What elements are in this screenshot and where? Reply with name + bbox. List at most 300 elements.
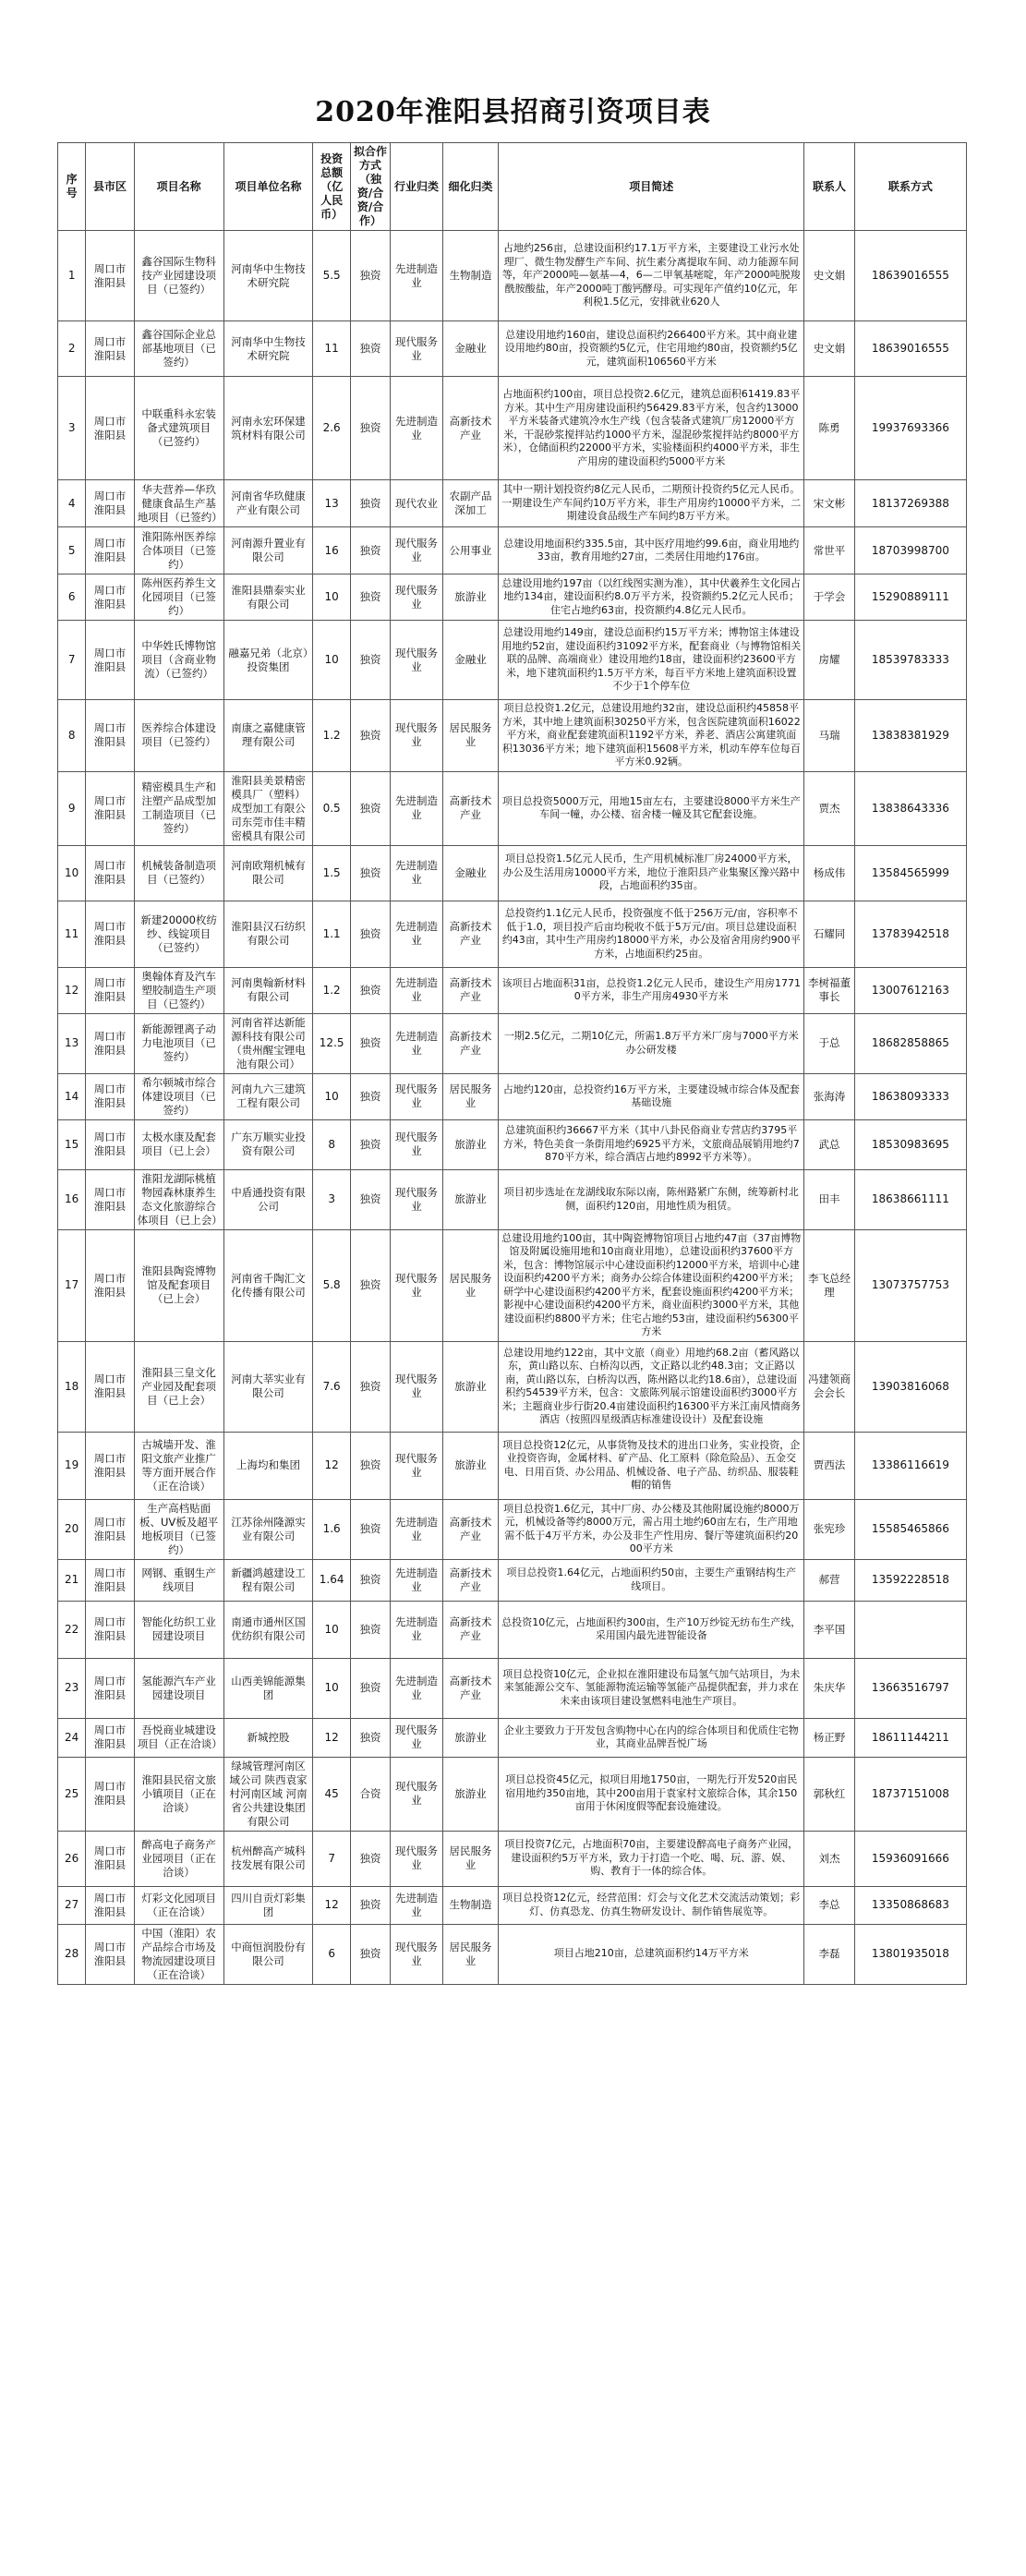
table-row (58, 1341, 967, 1432)
cell-contact: 郭秋红 (804, 1757, 854, 1831)
cell-phone: 19937693366 (854, 377, 966, 480)
cell-company: 南康之嘉健康管理有限公司 (223, 700, 313, 772)
cell-industry: 现代服务业 (391, 1757, 443, 1831)
cell-project-name: 灯彩文化园项目（正在洽谈） (134, 1886, 223, 1924)
cell-investment: 10 (313, 574, 350, 621)
table-row (58, 1718, 967, 1757)
cell-district: 周口市淮阳县 (86, 845, 134, 901)
cell-investment: 12 (313, 1718, 350, 1757)
cell-company: 绿城管理河南区域公司 陕西袁家村河南区域 河南省公共建设集团有限公司 (223, 1757, 313, 1831)
cell-no: 10 (58, 845, 86, 901)
cell-project-name: 医养综合体建设项目（已签约） (134, 700, 223, 772)
header-category: 细化归类 (442, 143, 499, 231)
cell-no: 9 (58, 771, 86, 845)
cell-project-name: 希尔顿城市综合体建设项目（已签约） (134, 1073, 223, 1119)
cell-district: 周口市淮阳县 (86, 967, 134, 1013)
header-company: 项目单位名称 (223, 143, 313, 231)
cell-project-name: 生产高档贴面板、UV板及超平地板项目（已签约） (134, 1499, 223, 1559)
table-row (58, 1831, 967, 1886)
cell-district: 周口市淮阳县 (86, 1073, 134, 1119)
cell-category: 生物制造 (442, 1886, 499, 1924)
cell-investment: 13 (313, 480, 350, 527)
table-row (58, 1601, 967, 1658)
cell-district: 周口市淮阳县 (86, 527, 134, 574)
cell-cooperation-mode: 独资 (350, 1341, 390, 1432)
cell-investment: 10 (313, 1601, 350, 1658)
table-row (58, 1229, 967, 1341)
cell-investment: 2.6 (313, 377, 350, 480)
cell-no: 6 (58, 574, 86, 621)
cell-contact: 冯建领商会会长 (804, 1341, 854, 1432)
cell-industry: 现代服务业 (391, 1831, 443, 1886)
cell-district: 周口市淮阳县 (86, 1658, 134, 1718)
table-row (58, 1757, 967, 1831)
cell-no: 1 (58, 231, 86, 321)
cell-phone: 13838643336 (854, 771, 966, 845)
cell-category: 金融业 (442, 321, 499, 377)
cell-contact: 宋文彬 (804, 480, 854, 527)
cell-description: 占地约256亩，总建设面积约17.1万平方米，主要建设工业污水处理厂、微生物发酵生产车间、抗生素分离提取车间、动力能源车间等，年产2000吨—氨基—4，6—二甲氧基嘧啶，年产2000吨脱羧酰胺酸盐，年产2000吨丁酸钙酵母。可实现年产值约10亿元，年利税1.5亿元，安排就业620人 (499, 231, 804, 321)
cell-district: 周口市淮阳县 (86, 901, 134, 967)
cell-cooperation-mode: 独资 (350, 480, 390, 527)
cell-cooperation-mode: 独资 (350, 771, 390, 845)
cell-description: 总建设用地约197亩（以红线图实测为准），其中伏羲养生文化园占地约134亩，建设面积约8.0万平方米，投资额约5.2亿元人民币；住宅占地约63亩，投资额约4.8亿元人民币。 (499, 574, 804, 621)
cell-no: 18 (58, 1341, 86, 1432)
cell-company: 河南九六三建筑工程有限公司 (223, 1073, 313, 1119)
cell-industry: 先进制造业 (391, 967, 443, 1013)
cell-contact: 郝营 (804, 1559, 854, 1601)
cell-industry: 现代服务业 (391, 527, 443, 574)
cell-phone: 15585465866 (854, 1499, 966, 1559)
cell-no: 13 (58, 1013, 86, 1073)
cell-project-name: 太极水康及配套项目（已上会） (134, 1119, 223, 1169)
table-row (58, 901, 967, 967)
header-description: 项目简述 (499, 143, 804, 231)
cell-industry: 先进制造业 (391, 1601, 443, 1658)
cell-industry: 现代服务业 (391, 1073, 443, 1119)
table-row (58, 1169, 967, 1229)
cell-phone: 13386116619 (854, 1432, 966, 1499)
cell-phone: 13073757753 (854, 1229, 966, 1341)
cell-no: 20 (58, 1499, 86, 1559)
table-row (58, 700, 967, 772)
table-row (58, 231, 967, 321)
cell-category: 旅游业 (442, 1757, 499, 1831)
cell-cooperation-mode: 独资 (350, 1169, 390, 1229)
cell-category: 高新技术产业 (442, 901, 499, 967)
cell-cooperation-mode: 独资 (350, 527, 390, 574)
cell-contact: 贾西法 (804, 1432, 854, 1499)
cell-cooperation-mode: 独资 (350, 1658, 390, 1718)
cell-no: 2 (58, 321, 86, 377)
cell-project-name: 网钢、重钢生产线项目 (134, 1559, 223, 1601)
cell-investment: 1.1 (313, 901, 350, 967)
cell-company: 四川自贡灯彩集团 (223, 1886, 313, 1924)
cell-cooperation-mode: 独资 (350, 967, 390, 1013)
cell-phone (854, 1601, 966, 1658)
table-row (58, 845, 967, 901)
cell-project-name: 陈州医药养生文化园项目（已签约） (134, 574, 223, 621)
cell-category: 高新技术产业 (442, 967, 499, 1013)
cell-investment: 7 (313, 1831, 350, 1886)
cell-industry: 现代服务业 (391, 1229, 443, 1341)
cell-industry: 现代服务业 (391, 1119, 443, 1169)
cell-company: 淮阳县美景精密模具厂（塑料）成型加工有限公司东莞市佳丰精密模具有限公司 (223, 771, 313, 845)
cell-project-name: 机械装备制造项目（已签约） (134, 845, 223, 901)
cell-no: 11 (58, 901, 86, 967)
cell-company: 河南省祥达新能源科技有限公司（贵州醒宝锂电池有限公司） (223, 1013, 313, 1073)
cell-investment: 0.5 (313, 771, 350, 845)
table-row (58, 1924, 967, 1984)
cell-industry: 现代服务业 (391, 621, 443, 700)
cell-description: 总建设用地约160亩，建设总面积约266400平方米。其中商业建设用地约80亩，投资额约5亿元，住宅用地约80亩，投资额约5亿元，建筑面积106560平方米 (499, 321, 804, 377)
cell-district: 周口市淮阳县 (86, 1757, 134, 1831)
cell-project-name: 淮阳龙湖际桃植物园森林康养生态文化旅游综合体项目（已上会） (134, 1169, 223, 1229)
cell-cooperation-mode: 独资 (350, 621, 390, 700)
cell-phone: 18639016555 (854, 231, 966, 321)
cell-company: 河南奥翰新材料有限公司 (223, 967, 313, 1013)
cell-phone: 18682858865 (854, 1013, 966, 1073)
cell-investment: 1.2 (313, 967, 350, 1013)
cell-investment: 12 (313, 1432, 350, 1499)
cell-company: 淮阳县鼎泰实业有限公司 (223, 574, 313, 621)
cell-no: 16 (58, 1169, 86, 1229)
cell-investment: 1.6 (313, 1499, 350, 1559)
table-row (58, 1073, 967, 1119)
cell-phone: 13838381929 (854, 700, 966, 772)
cell-company: 河南华中生物技术研究院 (223, 321, 313, 377)
cell-district: 周口市淮阳县 (86, 1432, 134, 1499)
cell-industry: 先进制造业 (391, 845, 443, 901)
cell-phone: 13350868683 (854, 1886, 966, 1924)
cell-contact: 张宪珍 (804, 1499, 854, 1559)
header-phone: 联系方式 (854, 143, 966, 231)
cell-description: 项目总投资1.5亿元人民币，生产用机械标准厂房24000平方米，办公及生活用房10000平方米，地位于淮阳县产业集聚区豫兴路中段，占地面积约35亩。 (499, 845, 804, 901)
cell-category: 居民服务业 (442, 1924, 499, 1984)
cell-contact: 于总 (804, 1013, 854, 1073)
cell-investment: 10 (313, 621, 350, 700)
cell-contact: 杨正野 (804, 1718, 854, 1757)
cell-description: 总建筑面积约36667平方米（其中八卦民俗商业专营店约3795平方米，特色美食一条街用地约6925平方米，文旅商品展销用地约7870平方米，综合酒店占地约8992平方米等）。 (499, 1119, 804, 1169)
cell-project-name: 精密模具生产和注塑产品成型加工制造项目（已签约） (134, 771, 223, 845)
cell-phone: 13663516797 (854, 1658, 966, 1718)
cell-description: 占地约120亩，总投资约16万平方米，主要建设城市综合体及配套基础设施 (499, 1073, 804, 1119)
cell-phone: 18639016555 (854, 321, 966, 377)
table-row (58, 321, 967, 377)
cell-project-name: 华夫营养—华玖健康食品生产基地项目（已签约） (134, 480, 223, 527)
cell-company: 广东万顺实业投资有限公司 (223, 1119, 313, 1169)
cell-investment: 6 (313, 1924, 350, 1984)
cell-cooperation-mode: 合资 (350, 1757, 390, 1831)
cell-contact: 房耀 (804, 621, 854, 700)
cell-no: 15 (58, 1119, 86, 1169)
cell-phone: 18638093333 (854, 1073, 966, 1119)
cell-category: 高新技术产业 (442, 1601, 499, 1658)
cell-district: 周口市淮阳县 (86, 1718, 134, 1757)
cell-company: 新城控股 (223, 1718, 313, 1757)
cell-description: 项目总投资12亿元，经营范围：灯会与文化艺术交流活动策划；彩灯、仿真恐龙、仿真生物研发设计、制作销售展览等。 (499, 1886, 804, 1924)
cell-phone: 18703998700 (854, 527, 966, 574)
cell-cooperation-mode: 独资 (350, 231, 390, 321)
header-investment: 投资总额（亿人民币） (313, 143, 350, 231)
cell-category: 居民服务业 (442, 1831, 499, 1886)
cell-district: 周口市淮阳县 (86, 1601, 134, 1658)
projects-table (57, 142, 967, 1985)
cell-contact: 刘杰 (804, 1831, 854, 1886)
cell-phone: 15936091666 (854, 1831, 966, 1886)
cell-cooperation-mode: 独资 (350, 1559, 390, 1601)
cell-category: 金融业 (442, 621, 499, 700)
cell-category: 高新技术产业 (442, 1499, 499, 1559)
cell-district: 周口市淮阳县 (86, 480, 134, 527)
cell-cooperation-mode: 独资 (350, 1499, 390, 1559)
cell-no: 19 (58, 1432, 86, 1499)
table-row (58, 1658, 967, 1718)
cell-phone: 18611144211 (854, 1718, 966, 1757)
cell-investment: 3 (313, 1169, 350, 1229)
cell-no: 23 (58, 1658, 86, 1718)
cell-district: 周口市淮阳县 (86, 1924, 134, 1984)
cell-cooperation-mode: 独资 (350, 1601, 390, 1658)
cell-phone: 13903816068 (854, 1341, 966, 1432)
cell-district: 周口市淮阳县 (86, 1341, 134, 1432)
cell-cooperation-mode: 独资 (350, 377, 390, 480)
cell-project-name: 淮阳陈州医养综合体项目（已签约） (134, 527, 223, 574)
cell-contact: 石耀同 (804, 901, 854, 967)
cell-phone: 18530983695 (854, 1119, 966, 1169)
cell-phone: 15290889111 (854, 574, 966, 621)
header-district: 县市区 (86, 143, 134, 231)
cell-contact: 史文娟 (804, 231, 854, 321)
cell-no: 26 (58, 1831, 86, 1886)
cell-contact: 李飞总经理 (804, 1229, 854, 1341)
cell-category: 金融业 (442, 845, 499, 901)
table-row (58, 1013, 967, 1073)
cell-investment: 12.5 (313, 1013, 350, 1073)
cell-description: 总建设用地约149亩，建设总面积约15万平方米；博物馆主体建设用地约52亩，建设面积约31092平方米，配套商业（与博物馆相关联的品牌、高端商业）建设用地约18亩，建设面积约23600平方米，地下建筑面积约1.5万平方米，每百平方米地上建筑面积设置不少于1个停车位 (499, 621, 804, 700)
cell-description: 项目初步选址在龙湖线取东际以南，陈州路紧广东侧，统筹新村北侧，面积约120亩，用地性质为租赁。 (499, 1169, 804, 1229)
cell-district: 周口市淮阳县 (86, 574, 134, 621)
cell-contact: 杨成伟 (804, 845, 854, 901)
cell-contact: 李总 (804, 1886, 854, 1924)
cell-description: 该项目占地面积31亩，总投资1.2亿元人民币，建设生产用房17710平方米，非生产用房4930平方米 (499, 967, 804, 1013)
cell-investment: 1.64 (313, 1559, 350, 1601)
cell-description: 一期2.5亿元，二期10亿元，所需1.8万平方米厂房与7000平方米办公研发楼 (499, 1013, 804, 1073)
cell-investment: 5.5 (313, 231, 350, 321)
cell-company: 中盾通投资有限公司 (223, 1169, 313, 1229)
cell-industry: 先进制造业 (391, 1886, 443, 1924)
cell-description: 总建设用地约100亩，其中陶瓷博物馆项目占地约47亩（37亩博物馆及附属设施用地和10亩商业用地），总建设面积约37600平方米，包含：博物馆展示中心建设面积约12000平方米，培训中心建设面积约4200平方米；商务办公综合体建设面积约4200平方米；研学中心建设面积约4200平方米，配套设施面积约4200平方米；影视中心建设面积约4200平方米，商业面积约3000平方米，其他建设面积约8800平方米；住宅占地约53亩，建设面积约56300平方米 (499, 1229, 804, 1341)
cell-category: 旅游业 (442, 1119, 499, 1169)
cell-district: 周口市淮阳县 (86, 771, 134, 845)
cell-project-name: 中联重科永宏装备式建筑项目（已签约） (134, 377, 223, 480)
table-row (58, 1559, 967, 1601)
cell-industry: 现代服务业 (391, 1718, 443, 1757)
cell-phone: 13592228518 (854, 1559, 966, 1601)
cell-contact: 陈勇 (804, 377, 854, 480)
cell-district: 周口市淮阳县 (86, 700, 134, 772)
cell-company: 河南省千陶汇文化传播有限公司 (223, 1229, 313, 1341)
cell-investment: 12 (313, 1886, 350, 1924)
cell-phone: 18539783333 (854, 621, 966, 700)
cell-cooperation-mode: 独资 (350, 1229, 390, 1341)
cell-industry: 先进制造业 (391, 771, 443, 845)
cell-description: 项目总投资1.2亿元，总建设用地约32亩，建设总面积约45858平方米，其中地上建筑面积30250平方米，包含医院建筑面积16022平方米，商业配套建筑面积1192平方米，养老、酒店公寓建筑面积13036平方米；地下建筑面积15608平方米，机动车停车位每百平方米0.92辆。 (499, 700, 804, 772)
cell-district: 周口市淮阳县 (86, 1229, 134, 1341)
cell-cooperation-mode: 独资 (350, 1886, 390, 1924)
cell-district: 周口市淮阳县 (86, 1499, 134, 1559)
cell-category: 公用事业 (442, 527, 499, 574)
cell-category: 高新技术产业 (442, 771, 499, 845)
cell-company: 河南大莘实业有限公司 (223, 1341, 313, 1432)
cell-no: 24 (58, 1718, 86, 1757)
cell-phone: 18737151008 (854, 1757, 966, 1831)
cell-company: 河南永宏环保建筑材料有限公司 (223, 377, 313, 480)
cell-contact: 贾杰 (804, 771, 854, 845)
cell-no: 4 (58, 480, 86, 527)
cell-project-name: 鑫谷国际生物科技产业园建设项目（已签约） (134, 231, 223, 321)
cell-district: 周口市淮阳县 (86, 621, 134, 700)
cell-category: 生物制造 (442, 231, 499, 321)
cell-district: 周口市淮阳县 (86, 1119, 134, 1169)
cell-investment: 16 (313, 527, 350, 574)
table-header-row (58, 143, 967, 231)
cell-contact: 于学会 (804, 574, 854, 621)
cell-cooperation-mode: 独资 (350, 1432, 390, 1499)
cell-company: 河南欧翔机械有限公司 (223, 845, 313, 901)
cell-investment: 45 (313, 1757, 350, 1831)
table-row (58, 527, 967, 574)
cell-category: 居民服务业 (442, 700, 499, 772)
table-row (58, 621, 967, 700)
cell-contact: 史文娟 (804, 321, 854, 377)
cell-district: 周口市淮阳县 (86, 1169, 134, 1229)
cell-contact: 朱庆华 (804, 1658, 854, 1718)
cell-district: 周口市淮阳县 (86, 231, 134, 321)
page-title: 2020年淮阳县招商引资项目表 (315, 96, 711, 128)
cell-industry: 先进制造业 (391, 1559, 443, 1601)
cell-industry: 现代服务业 (391, 1432, 443, 1499)
cell-project-name: 淮阳县陶瓷博物馆及配套项目（已上会） (134, 1229, 223, 1341)
cell-investment: 1.5 (313, 845, 350, 901)
cell-contact: 李树福董事长 (804, 967, 854, 1013)
cell-industry: 现代服务业 (391, 700, 443, 772)
cell-description: 总建设用地面积约335.5亩，其中医疗用地约99.6亩，商业用地约33亩，教育用地约27亩，二类居住用地约176亩。 (499, 527, 804, 574)
cell-company: 山西美锦能源集团 (223, 1658, 313, 1718)
cell-district: 周口市淮阳县 (86, 1559, 134, 1601)
cell-industry: 现代服务业 (391, 1341, 443, 1432)
table-body (58, 231, 967, 1985)
cell-investment: 5.8 (313, 1229, 350, 1341)
table-row (58, 967, 967, 1013)
cell-description: 项目总投资1.6亿元，其中厂房、办公楼及其他附属设施约8000万元，机械设备等约8000万元，需占用土地约60亩左右，生产用地需不低于4万平方米，办公及非生产性用房、餐厅等建筑面积约2000平方米 (499, 1499, 804, 1559)
cell-contact: 武总 (804, 1119, 854, 1169)
table-row (58, 1886, 967, 1924)
cell-description: 总建设用地约122亩，其中文旅（商业）用地约68.2亩（蓄风路以东，黄山路以东、白桥沟以西，文正路以北约48.3亩；文正路以南，黄山路以东，白桥沟以西，陈州路以北约18.6亩），总建设面积约54539平方米，包含：文旅陈列展示馆建设面积约3000平方米；主题商业步行街20.4亩建设面积约16300平方米江南风情商务酒店（按照四星级酒店标准建设设计）及配套设施 (499, 1341, 804, 1432)
cell-contact: 李平国 (804, 1601, 854, 1658)
cell-industry: 先进制造业 (391, 231, 443, 321)
cell-industry: 现代农业 (391, 480, 443, 527)
cell-no: 22 (58, 1601, 86, 1658)
cell-contact: 李磊 (804, 1924, 854, 1984)
header-industry: 行业归类 (391, 143, 443, 231)
cell-project-name: 古城墙开发、淮阳文旅产业推广等方面开展合作（正在洽谈） (134, 1432, 223, 1499)
cell-investment: 8 (313, 1119, 350, 1169)
cell-industry: 现代服务业 (391, 1169, 443, 1229)
table-row (58, 480, 967, 527)
cell-no: 21 (58, 1559, 86, 1601)
cell-contact: 常世平 (804, 527, 854, 574)
cell-no: 7 (58, 621, 86, 700)
cell-investment: 1.2 (313, 700, 350, 772)
cell-category: 旅游业 (442, 1718, 499, 1757)
cell-industry: 先进制造业 (391, 1499, 443, 1559)
cell-cooperation-mode: 独资 (350, 845, 390, 901)
cell-category: 旅游业 (442, 574, 499, 621)
cell-industry: 先进制造业 (391, 377, 443, 480)
cell-description: 项目总投资45亿元，拟项目用地1750亩，一期先行开发520亩民宿用地约350亩地，其中200亩用于袁家村文旅综合体，其余150亩用于休闲度假等配套设施建设。 (499, 1757, 804, 1831)
cell-no: 17 (58, 1229, 86, 1341)
cell-cooperation-mode: 独资 (350, 1924, 390, 1984)
cell-description: 总投资10亿元，占地面积约300亩，生产10万纱锭无纺布生产线，采用国内最先进智能设备 (499, 1601, 804, 1658)
cell-industry: 先进制造业 (391, 1013, 443, 1073)
table-row (58, 1119, 967, 1169)
table-row (58, 771, 967, 845)
cell-company: 淮阳县汉石纺织有限公司 (223, 901, 313, 967)
table-row (58, 1499, 967, 1559)
cell-cooperation-mode: 独资 (350, 1831, 390, 1886)
table-row (58, 377, 967, 480)
cell-industry: 先进制造业 (391, 1658, 443, 1718)
cell-investment: 10 (313, 1073, 350, 1119)
cell-no: 28 (58, 1924, 86, 1984)
cell-industry: 现代服务业 (391, 1924, 443, 1984)
cell-no: 12 (58, 967, 86, 1013)
cell-company: 河南省华玖健康产业有限公司 (223, 480, 313, 527)
cell-phone: 13783942518 (854, 901, 966, 967)
cell-project-name: 淮阳县民宿文旅小镇项目（正在洽谈） (134, 1757, 223, 1831)
cell-district: 周口市淮阳县 (86, 377, 134, 480)
cell-cooperation-mode: 独资 (350, 1119, 390, 1169)
cell-category: 旅游业 (442, 1341, 499, 1432)
cell-category: 高新技术产业 (442, 1658, 499, 1718)
cell-cooperation-mode: 独资 (350, 1718, 390, 1757)
cell-project-name: 吾悦商业城建设项目（正在洽谈） (134, 1718, 223, 1757)
cell-no: 14 (58, 1073, 86, 1119)
cell-project-name: 奥翰体育及汽车塑胶制造生产项目（已签约） (134, 967, 223, 1013)
cell-investment: 7.6 (313, 1341, 350, 1432)
cell-no: 25 (58, 1757, 86, 1831)
cell-company: 河南华中生物技术研究院 (223, 231, 313, 321)
cell-investment: 11 (313, 321, 350, 377)
cell-company: 杭州醉高产城科技发展有限公司 (223, 1831, 313, 1886)
cell-category: 旅游业 (442, 1169, 499, 1229)
cell-description: 企业主要致力于开发包含购物中心在内的综合体项目和优质住宅物业，其商业品牌吾悦广场 (499, 1718, 804, 1757)
cell-phone: 18638661111 (854, 1169, 966, 1229)
cell-district: 周口市淮阳县 (86, 321, 134, 377)
cell-no: 8 (58, 700, 86, 772)
cell-phone: 13584565999 (854, 845, 966, 901)
cell-cooperation-mode: 独资 (350, 1073, 390, 1119)
cell-company: 上海均和集团 (223, 1432, 313, 1499)
cell-industry: 现代服务业 (391, 574, 443, 621)
cell-district: 周口市淮阳县 (86, 1013, 134, 1073)
cell-company: 河南源升置业有限公司 (223, 527, 313, 574)
cell-cooperation-mode: 独资 (350, 321, 390, 377)
cell-contact: 张海涛 (804, 1073, 854, 1119)
cell-industry: 先进制造业 (391, 901, 443, 967)
cell-description: 项目总投资1.64亿元，占地面积约50亩，主要生产重钢结构生产线项目。 (499, 1559, 804, 1601)
